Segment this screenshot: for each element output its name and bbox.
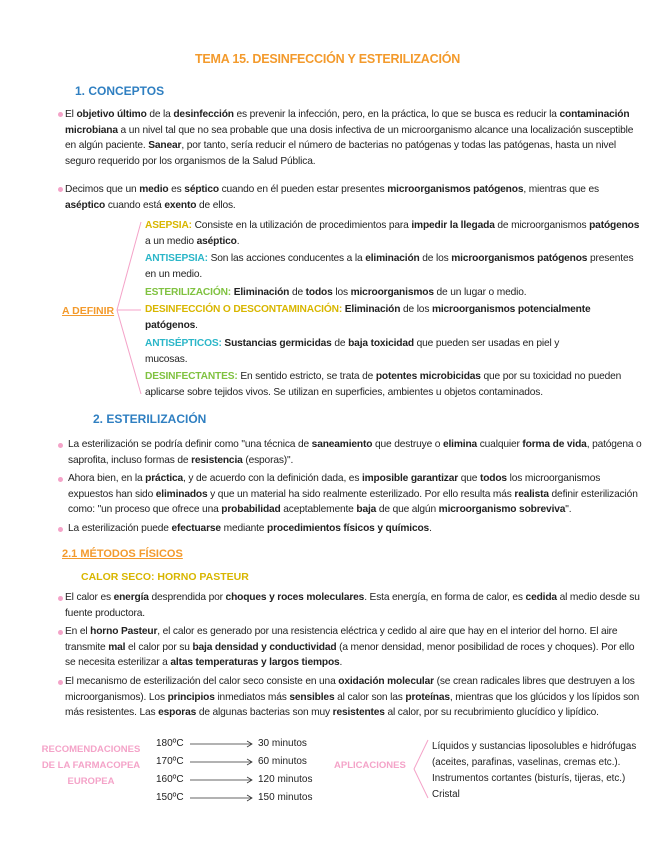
bold-text: impedir la llegada: [411, 220, 495, 231]
text: En sentido estricto, se trata de: [237, 371, 376, 382]
bold-text: imposible garantizar: [361, 473, 459, 484]
definition-term: DESINFECCIÓN O DESCONTAMINACIÓN:: [145, 304, 343, 315]
bold-text: probabilidad: [221, 504, 281, 515]
text: de algunas bacterias son muy: [196, 707, 333, 718]
bold-text: exento: [164, 199, 197, 211]
bold-text: sensibles: [289, 691, 335, 703]
text: , por tanto, sería reducir el número de bacterias no patógenas y todas las patógenas, hasta un nivel seguro requerido por los organismos de la Salud Pública.: [65, 140, 617, 167]
aplicacion-item: Instrumentos cortantes (bisturís, tijeras, etc.): [432, 773, 626, 784]
bold-text: eliminados: [155, 488, 208, 500]
bold-text: práctica: [145, 473, 184, 484]
bold-text: microorganismos patógenos: [387, 184, 524, 195]
definitions-bracket: [113, 218, 143, 398]
temp-row: 180ºC 30 minutos: [156, 738, 307, 749]
text: los microorganismos expuestos han sido: [68, 473, 601, 500]
text: los: [332, 287, 351, 298]
bold-text: todos: [305, 287, 333, 298]
temperature-table: [156, 736, 336, 808]
bold-text: microorganismos patógenos: [451, 253, 588, 264]
text: de ellos.: [196, 199, 236, 211]
bold-text: esporas: [158, 707, 197, 718]
text: , patógena o saprofita, incluso formas de: [68, 439, 642, 466]
text: aceptablemente: [280, 504, 357, 515]
text: ".: [565, 504, 572, 515]
text: al calor, por su recubrimiento glucídico y lipídico.: [384, 707, 599, 718]
text: que por su toxicidad no pueden aplicarse sobre tejidos vivos. Se utilizan en superficies, ambientes u objetos contaminados.: [145, 371, 622, 398]
text: Son las acciones conducentes a la: [207, 253, 366, 264]
bullet: [58, 630, 63, 635]
text: .: [339, 657, 343, 668]
text: Consiste en la utilización de procedimientos para: [191, 220, 412, 231]
definition-term: ANTISÉPTICOS:: [145, 338, 222, 349]
text: . Esta energía, en forma de calor, es: [364, 592, 526, 603]
text: de los: [419, 253, 452, 264]
text: el calor por su: [125, 641, 193, 653]
bold-text: baja densidad y conductividad: [192, 641, 337, 653]
text: .: [195, 319, 198, 331]
text: Ahora bien, en la: [68, 473, 146, 484]
section-heading-conceptos: 1. CONCEPTOS: [75, 84, 165, 98]
text: Decimos que un: [65, 184, 140, 195]
bold-text: principios: [167, 691, 215, 703]
definition-desinfectantes: [145, 369, 643, 400]
text: que: [458, 473, 480, 484]
bold-text: forma de vida: [522, 439, 587, 450]
text: de que algún: [376, 504, 439, 515]
text: La esterilización puede: [68, 523, 172, 534]
bold-text: potentes microbicidas: [375, 371, 481, 382]
bold-text: Sanear: [148, 140, 182, 151]
arrow-right-icon: [190, 739, 254, 749]
text: El calor es: [65, 592, 114, 603]
text: mediante: [220, 523, 267, 534]
text: al medio desde su fuente productora.: [65, 592, 640, 619]
bold-text: aséptico: [196, 235, 237, 247]
bold-text: objetivo último: [76, 109, 147, 120]
text: (se crean radicales libres que destruyen a los microorganismos). Los: [65, 676, 635, 703]
definition-esterilizacion: [145, 285, 643, 301]
section-heading-esterilizacion: 2. ESTERILIZACIÓN: [93, 412, 207, 426]
arrow-right-icon: [190, 757, 254, 767]
bold-text: microorganismos potencialmente patógenos: [145, 304, 591, 331]
temp-row: 160ºC 120 minutos: [156, 774, 313, 785]
text: En el: [65, 626, 91, 637]
paragraph-calor-energia: [65, 590, 640, 621]
text: cualquier: [477, 439, 523, 450]
paragraph-practica: [68, 471, 643, 518]
bold-text: Eliminación: [233, 287, 290, 298]
bold-text: microorganismo sobreviva: [438, 504, 566, 515]
paragraph-objetivo: [65, 107, 640, 169]
bold-text: realista: [514, 488, 549, 500]
bullet: [58, 527, 63, 532]
text: cuando está: [105, 199, 165, 211]
bold-text: horno Pasteur: [90, 626, 158, 637]
bold-text: efectuarse: [171, 523, 221, 534]
bold-text: mal: [108, 641, 126, 653]
paragraph-efectuarse: [68, 521, 643, 537]
bold-text: cedida: [525, 592, 557, 603]
text: , mientras que los glúcidos y los lípidos son más resistentes. Las: [65, 691, 640, 718]
bullet: [58, 596, 63, 601]
text: de: [331, 338, 349, 349]
bullet: [58, 443, 63, 448]
bold-text: resistencia: [191, 454, 243, 466]
aplicacion-item: (aceites, parafinas, vaselinas, cremas etc.).: [432, 757, 621, 768]
definition-antisepticos: [145, 336, 565, 367]
paragraph-mecanismo: [65, 674, 640, 721]
text: de: [289, 287, 306, 298]
definition-term: DESINFECTANTES:: [145, 371, 238, 382]
page-title: TEMA 15. DESINFECCIÓN Y ESTERILIZACIÓN: [194, 52, 461, 66]
text: de microorganismos: [494, 220, 590, 231]
bullet: [58, 187, 63, 192]
text: La esterilización se podría definir como "una técnica de: [68, 439, 312, 450]
bold-text: medio: [139, 184, 169, 195]
text: de los: [400, 304, 432, 315]
text: que destruye o: [372, 439, 443, 450]
bold-text: eliminación: [365, 253, 420, 264]
definition-term: ESTERILIZACIÓN:: [145, 287, 232, 298]
bold-text: procedimientos físicos y químicos: [267, 523, 430, 534]
aplicacion-item: Líquidos y sustancias liposolubles e hidrófugas: [432, 741, 637, 752]
text: , el calor es generado por una resistencia eléctrica y cedido al aire que hay en el interior del horno. El aire transmite: [65, 626, 618, 653]
text: de un lugar o medio.: [433, 287, 527, 298]
text: definir esterilización como: "un proceso que ofrece una: [68, 488, 638, 515]
bold-text: resistentes: [332, 707, 385, 718]
bold-text: séptico: [184, 184, 219, 195]
bold-text: elimina: [442, 439, 478, 450]
bold-text: saneamiento: [311, 439, 373, 450]
text: al calor son las: [334, 691, 406, 703]
definition-term: ASEPSIA:: [145, 220, 192, 231]
temp-row: 150ºC 150 minutos: [156, 792, 313, 803]
recomendaciones-farmacopea: RECOMENDACIONES DE LA FARMACOPEA EUROPEA: [41, 744, 141, 787]
bold-text: contaminación microbiana: [65, 109, 630, 136]
a-definir-label: A DEFINIR: [62, 305, 115, 317]
text: a un nivel tal que no sea probable que una dosis infectiva de un microorganismo alcance una localización susceptible en algún paciente.: [65, 124, 634, 151]
text: de la: [146, 109, 174, 120]
aplicaciones-label: APLICACIONES: [334, 760, 406, 771]
section-heading-metodos-fisicos: 2.1 MÉTODOS FÍSICOS: [62, 548, 183, 560]
bold-text: energía: [113, 592, 149, 603]
text: El mecanismo de esterilización del calor seco consiste en una: [65, 676, 339, 687]
text: , y de acuerdo con la definición dada, es: [183, 473, 362, 484]
arrow-right-icon: [190, 775, 254, 785]
arrow-right-icon: [190, 793, 254, 803]
bold-text: desinfección: [173, 109, 234, 120]
text: a un medio: [145, 235, 197, 247]
text: inmediatos más: [214, 691, 290, 703]
text: , mientras que es: [523, 184, 599, 195]
subheading-calor-seco: CALOR SECO: HORNO PASTEUR: [81, 571, 249, 583]
temp-row: 170ºC 60 minutos: [156, 756, 307, 767]
text: .: [429, 523, 432, 534]
text: desprendida por: [148, 592, 226, 603]
text: es: [168, 184, 185, 195]
bold-text: oxidación molecular: [338, 676, 434, 687]
definition-desinfeccion: [145, 302, 643, 333]
definition-asepsia: [145, 218, 643, 249]
text: presentes en un medio.: [145, 253, 634, 280]
bold-text: proteínas: [405, 691, 450, 703]
bold-text: microorganismos: [350, 287, 434, 298]
bold-text: choques y roces moleculares: [225, 592, 365, 603]
bullet: [58, 477, 63, 482]
bold-text: baja toxicidad: [348, 338, 414, 349]
aplicaciones-bracket: [410, 738, 430, 802]
text: y que un material ha sido realmente esterilizado. Por ello resulta más: [207, 488, 515, 500]
text: (a menor densidad, menor posibilidad de roces y choques). Por ello se necesita esterilizar a: [65, 641, 635, 668]
bullet: [58, 112, 63, 117]
text: que pueden ser usadas en piel y mucosas.: [145, 338, 560, 365]
definition-antisepsia: [145, 251, 643, 282]
bold-text: todos: [479, 473, 507, 484]
text: es prevenir la infección, pero, en la práctica, lo que se busca es reducir la: [233, 109, 560, 120]
paragraph-horno-pasteur: [65, 624, 640, 671]
bold-text: altas temperaturas y largos tiempos: [170, 657, 340, 668]
text: (esporas)".: [242, 454, 294, 466]
bold-text: aséptico: [65, 199, 106, 211]
aplicaciones-list: [432, 739, 647, 803]
definition-term: ANTISEPSIA:: [145, 253, 208, 264]
text: cuando en él pueden estar presentes: [218, 184, 388, 195]
bold-text: Sustancias germicidas: [224, 338, 332, 349]
paragraph-medio-septico: [65, 182, 640, 213]
text: El: [65, 109, 77, 120]
paragraph-definicion: [68, 437, 643, 468]
aplicacion-item: Cristal: [432, 789, 460, 800]
bold-text: Eliminación: [344, 304, 401, 315]
bold-text: baja: [356, 504, 377, 515]
text: .: [236, 235, 240, 247]
bold-text: patógenos: [589, 220, 640, 231]
bullet: [58, 680, 63, 685]
